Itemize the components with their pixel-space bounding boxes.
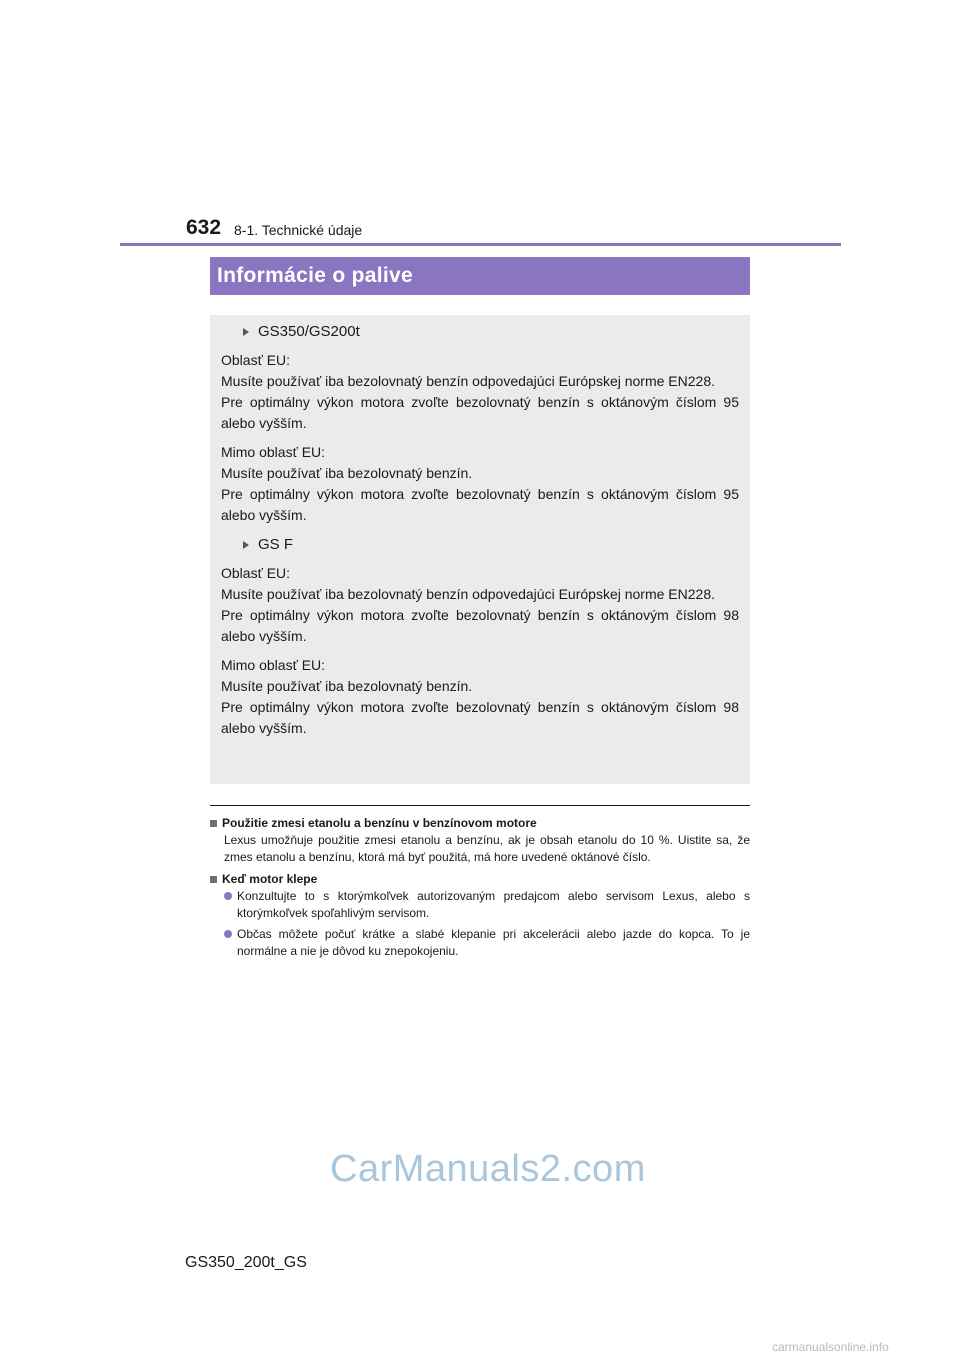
header-divider	[120, 243, 841, 246]
fuel-info-box	[210, 315, 750, 784]
section-label: 8-1. Technické údaje	[234, 222, 363, 238]
note-bullet	[210, 888, 750, 922]
fuel-requirement-text: Musíte používať iba bezolovnatý benzín.	[221, 465, 473, 481]
section-title-band	[210, 257, 750, 295]
model-heading-gsf	[221, 534, 739, 555]
note-heading	[210, 815, 750, 832]
octane-text: Pre optimálny výkon motora zvoľte bezolovnatý benzín s oktánovým číslom 98 alebo vyšším.	[221, 607, 739, 644]
non-eu-region-block	[221, 655, 739, 739]
region-title: Oblasť EU:	[221, 352, 291, 368]
notes-divider	[210, 805, 750, 806]
note-title: Použitie zmesi etanolu a benzínu v benzínovom motore	[222, 816, 537, 830]
page-number: 632	[186, 216, 222, 239]
footer-code: GS350_200t_GS	[185, 1254, 307, 1271]
region-title: Oblasť EU:	[221, 565, 291, 581]
bullet-text: Občas môžete počuť krátke a slabé klepanie pri akcelerácii alebo jazde do kopca. To je normálne a nie je dôvod ku znepokojeniu.	[237, 927, 750, 958]
round-bullet-icon	[224, 930, 232, 938]
square-bullet-icon	[210, 820, 217, 827]
model-label: GS F	[258, 536, 294, 553]
bullet-text: Konzultujte to s ktorýmkoľvek autorizovaným predajcom alebo servisom Lexus, alebo s ktorýmkoľvek spoľahlivým servisom.	[237, 889, 750, 920]
model-label: GS350/GS200t	[258, 323, 360, 340]
triangle-icon	[243, 541, 249, 549]
section-title: Informácie o palive	[217, 264, 413, 287]
site-watermark: carmanualsonline.info	[772, 1340, 889, 1354]
round-bullet-icon	[224, 892, 232, 900]
octane-text: Pre optimálny výkon motora zvoľte bezolovnatý benzín s oktánovým číslom 98 alebo vyšším.	[221, 699, 739, 736]
model-heading-gs350	[221, 321, 739, 342]
note-bullet	[210, 926, 750, 960]
octane-text: Pre optimálny výkon motora zvoľte bezolovnatý benzín s oktánovým číslom 95 alebo vyšším.	[221, 486, 739, 523]
fuel-requirement-text: Musíte používať iba bezolovnatý benzín odpovedajúci Európskej norme EN228.	[221, 373, 715, 389]
note-heading	[210, 871, 750, 888]
eu-region-block	[221, 563, 739, 647]
notes-section	[210, 815, 750, 964]
eu-region-block	[221, 350, 739, 434]
fuel-requirement-text: Musíte používať iba bezolovnatý benzín odpovedajúci Európskej norme EN228.	[221, 586, 715, 602]
note-title: Keď motor klepe	[222, 872, 318, 886]
triangle-icon	[243, 328, 249, 336]
region-title: Mimo oblasť EU:	[221, 657, 326, 673]
region-title: Mimo oblasť EU:	[221, 444, 326, 460]
note-text: Lexus umožňuje použitie zmesi etanolu a benzínu, ak je obsah etanolu do 10 %. Uistite sa, že zmes etanolu a benzínu, ktorá má byť použitá, má hore uvedené oktánové číslo.	[224, 833, 750, 864]
watermark: CarManuals2.com	[330, 1148, 646, 1190]
octane-text: Pre optimálny výkon motora zvoľte bezolovnatý benzín s oktánovým číslom 95 alebo vyšším.	[221, 394, 739, 431]
non-eu-region-block	[221, 442, 739, 526]
square-bullet-icon	[210, 876, 217, 883]
fuel-requirement-text: Musíte používať iba bezolovnatý benzín.	[221, 678, 473, 694]
